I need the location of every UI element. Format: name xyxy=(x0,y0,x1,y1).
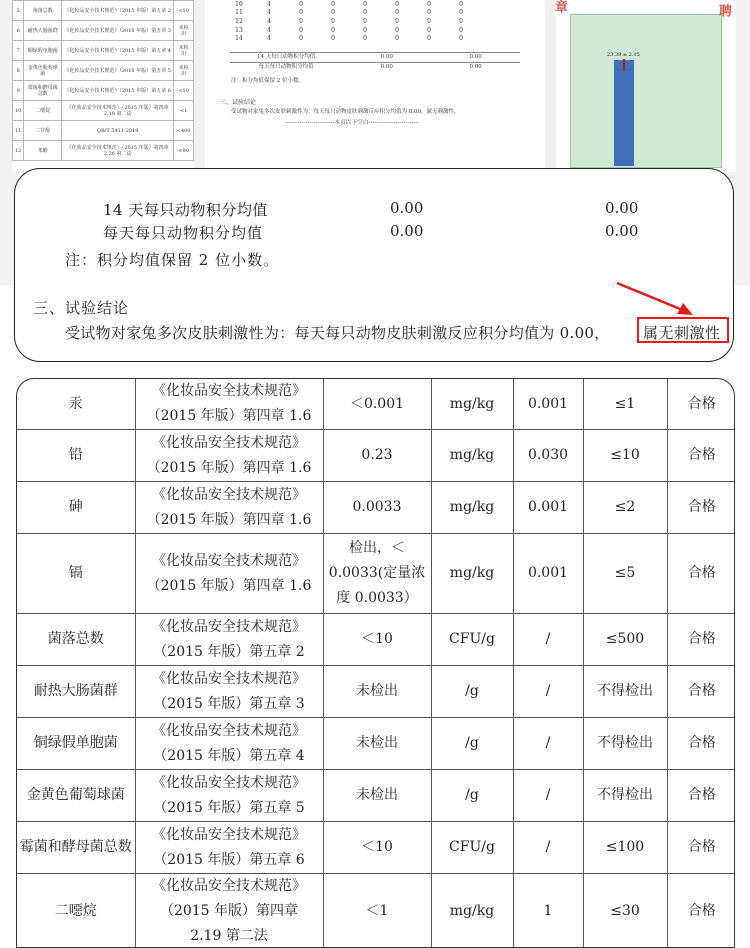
result-cell-method xyxy=(135,482,323,534)
result-row xyxy=(17,666,735,718)
result-cell-method xyxy=(135,874,323,948)
result-cell-method xyxy=(135,718,323,770)
result-row xyxy=(17,482,735,534)
result-method-line: 《化妆品安全技术规范》 xyxy=(138,483,321,508)
score-note: 注：积分均值保留 2 位小数。 xyxy=(65,249,279,270)
result-method-line: （2015 年版）第五章 5 xyxy=(138,796,321,821)
scan-day-row xyxy=(225,34,525,43)
result-method-line: 《化妆品安全技术规范》 xyxy=(138,667,321,692)
result-cell-method xyxy=(135,534,323,614)
result-method-line: 《化妆品安全技术规范》 xyxy=(138,379,321,404)
result-cell-item: 霉菌和酵母菌总数 xyxy=(17,822,135,874)
scan-cell-item: 二噁烷 xyxy=(24,101,62,121)
result-cell-item: 耐热大肠菌群 xyxy=(17,666,135,718)
result-cell-result xyxy=(323,822,431,874)
scan-cell-no: 11 xyxy=(13,121,24,141)
result-method-line: 《化妆品安全技术规范》 xyxy=(138,874,321,899)
conclusion-text: 受试物对家兔多次皮肤刺激性为：每天每只动物皮肤刺激反应积分均值为 0.00， xyxy=(65,322,610,343)
scan-cell-no: 12 xyxy=(13,141,24,161)
scan-day-cell: 0 xyxy=(317,18,349,25)
result-cell-unit: mg/kg xyxy=(431,874,513,948)
result-result-line: 0.23 xyxy=(326,443,429,468)
scan-cell-limit: <10 xyxy=(174,81,194,101)
scan-day-cell: 0 xyxy=(317,35,349,42)
scan-table-row xyxy=(13,41,194,61)
scan-table-row xyxy=(13,141,194,161)
result-method-line: 《化妆品安全技术规范》 xyxy=(138,431,321,456)
scan-note: 注：积分均值保留 2 位小数。 xyxy=(231,76,304,84)
scan-conclusion-text: 受试物对家兔多次皮肤刺激性为：每天每只动物皮肤刺激反应积分均值为 0.00，属无刺激性。 xyxy=(231,107,460,115)
result-result-line: ＜10 xyxy=(326,627,429,652)
result-cell-verdict: 合格 xyxy=(667,718,735,770)
result-cell-method xyxy=(135,770,323,822)
scan-summary-v2: 0.00 xyxy=(431,53,520,62)
scan-day-row xyxy=(225,9,525,18)
scan-day-cell: 4 xyxy=(253,18,285,25)
result-cell-unit: mg/kg xyxy=(431,430,513,482)
red-arrow-icon xyxy=(615,281,705,321)
scan-day-cell: 0 xyxy=(381,18,413,25)
scan-day-cell: 0 xyxy=(349,27,381,34)
result-cell-verdict: 合格 xyxy=(667,534,735,614)
test-results-table-panel xyxy=(16,378,735,948)
scan-cell-item: 金黄色葡萄球菌 xyxy=(24,61,62,81)
scan-day-cell: 0 xyxy=(445,9,477,16)
zoomed-conclusion-callout xyxy=(14,168,734,362)
scan-cell-item: 二甘醇 xyxy=(24,121,62,141)
result-cell-detect: 0.001 xyxy=(513,379,583,430)
scan-cell-method: 《化妆品安全技术规范》（2015 年版）第五章 5 xyxy=(62,61,174,81)
result-row xyxy=(17,718,735,770)
result-row xyxy=(17,379,735,430)
result-cell-verdict: 合格 xyxy=(667,666,735,718)
scan-summary-v2: 0.00 xyxy=(431,63,520,72)
scan-day-cell: 0 xyxy=(349,9,381,16)
chart-bar xyxy=(614,60,634,166)
scan-cell-item: 耐热大肠菌群 xyxy=(24,21,62,41)
scan-score-summary xyxy=(230,52,520,71)
scan-day-row xyxy=(225,26,525,35)
red-seal-stamp: 章 xyxy=(550,0,569,13)
scan-day-cell: 0 xyxy=(413,18,445,25)
result-result-line: ＜0.001 xyxy=(326,392,429,417)
result-cell-detect: 0.001 xyxy=(513,534,583,614)
scan-cell-item: 菌落总数 xyxy=(24,1,62,21)
result-cell-verdict: 合格 xyxy=(667,770,735,822)
score-daily-value-2: 0.00 xyxy=(605,222,638,240)
result-method-line: （2015 年版）第四章 xyxy=(138,899,321,924)
scan-day-cell: 13 xyxy=(225,27,253,34)
scan-cell-method: 《化妆品安全技术规范》（2015 年版）第五章 2 xyxy=(62,1,174,21)
result-cell-limit: ≤500 xyxy=(583,614,667,666)
scan-summary-row xyxy=(230,62,520,72)
result-cell-item: 镉 xyxy=(17,534,135,614)
scan-conclusion-heading: 三、试验结论 xyxy=(220,97,256,106)
result-cell-unit: mg/kg xyxy=(431,534,513,614)
result-result-line: ＜1 xyxy=(326,899,429,924)
result-cell-method xyxy=(135,666,323,718)
scan-summary-v1: 0.00 xyxy=(342,63,431,72)
scan-cell-no: 9 xyxy=(13,81,24,101)
result-cell-result xyxy=(323,718,431,770)
scan-table-row xyxy=(13,121,194,141)
scan-table-row xyxy=(13,61,194,81)
test-results-table xyxy=(17,379,735,948)
scan-day-cell: 0 xyxy=(413,9,445,16)
scan-cell-method: 《化妆品安全技术规范》（2015 年版）第四章 2.26 第二法 xyxy=(62,141,174,161)
scan-day-cell: 0 xyxy=(445,27,477,34)
result-cell-verdict: 合格 xyxy=(667,874,735,948)
score-daily-value-1: 0.00 xyxy=(390,222,423,240)
scan-cell-limit: <1 xyxy=(174,101,194,121)
result-cell-limit: ≤10 xyxy=(583,430,667,482)
scan-cell-no: 5 xyxy=(13,1,24,21)
result-result-line: ＜10 xyxy=(326,835,429,860)
result-method-line: （2015 年版）第五章 2 xyxy=(138,640,321,665)
score-14day-value-2: 0.00 xyxy=(605,199,638,217)
result-cell-limit: 不得检出 xyxy=(583,770,667,822)
scan-day-cell: 0 xyxy=(285,1,317,8)
result-cell-limit: ≤5 xyxy=(583,534,667,614)
result-cell-item: 二噁烷 xyxy=(17,874,135,948)
red-seal-stamp-right: 聘 xyxy=(714,4,733,17)
scan-day-cell: 0 xyxy=(317,27,349,34)
result-cell-detect: / xyxy=(513,614,583,666)
result-cell-limit: ≤30 xyxy=(583,874,667,948)
result-cell-verdict: 合格 xyxy=(667,614,735,666)
result-cell-unit: mg/kg xyxy=(431,482,513,534)
scan-day-cell: 4 xyxy=(253,9,285,16)
scan-day-row xyxy=(225,17,525,26)
result-cell-unit: CFU/g xyxy=(431,822,513,874)
scan-cell-item: 苯酚 xyxy=(24,141,62,161)
scan-summary-row xyxy=(230,52,520,62)
result-cell-limit: ≤100 xyxy=(583,822,667,874)
scan-day-cell: 4 xyxy=(253,27,285,34)
score-daily-label: 每天每只动物积分均值 xyxy=(103,222,263,243)
scan-cell-limit: 未检出 xyxy=(174,61,194,81)
scan-day-cell: 0 xyxy=(381,27,413,34)
scan-day-cell: 0 xyxy=(349,1,381,8)
scan-cell-no: 8 xyxy=(13,61,24,81)
result-cell-item: 金黄色葡萄球菌 xyxy=(17,770,135,822)
scan-cell-item: 霉菌和酵母菌总数 xyxy=(24,81,62,101)
scan-chart-page xyxy=(556,0,736,172)
result-result-line: 0.0033(定量浓 xyxy=(326,561,429,586)
scan-table-row xyxy=(13,101,194,121)
scan-day-cell: 4 xyxy=(253,1,285,8)
result-cell-unit: /g xyxy=(431,770,513,822)
result-cell-result xyxy=(323,534,431,614)
result-method-line: （2015 年版）第四章 1.6 xyxy=(138,574,321,599)
result-cell-limit: 不得检出 xyxy=(583,666,667,718)
scan-cell-no: 6 xyxy=(13,21,24,41)
result-row xyxy=(17,770,735,822)
scan-day-cell: 0 xyxy=(349,18,381,25)
result-cell-method xyxy=(135,614,323,666)
result-method-line: 《化妆品安全技术规范》 xyxy=(138,615,321,640)
result-cell-limit: ≤1 xyxy=(583,379,667,430)
scan-cell-method: 《化妆品安全技术规范》（2015 年版）第五章 3 xyxy=(62,21,174,41)
scan-cell-limit: <400 xyxy=(174,121,194,141)
result-cell-item: 铜绿假单胞菌 xyxy=(17,718,135,770)
result-method-line: （2015 年版）第五章 3 xyxy=(138,692,321,717)
result-cell-unit: /g xyxy=(431,666,513,718)
scan-day-cell: 0 xyxy=(381,1,413,8)
result-cell-method xyxy=(135,379,323,430)
scan-cell-no: 10 xyxy=(13,101,24,121)
scan-cell-limit: <10 xyxy=(174,1,194,21)
result-row xyxy=(17,430,735,482)
scan-table-row xyxy=(13,81,194,101)
result-cell-detect: 0.001 xyxy=(513,482,583,534)
scan-day-cell: 0 xyxy=(317,1,349,8)
scan-cell-limit: 未检出 xyxy=(174,41,194,61)
scan-test-items-table xyxy=(12,0,194,161)
result-method-line: 《化妆品安全技术规范》 xyxy=(138,823,321,848)
result-cell-verdict: 合格 xyxy=(667,379,735,430)
scan-summary-v1: 0.00 xyxy=(342,53,431,62)
scan-table-row xyxy=(13,21,194,41)
chart-plot-area xyxy=(570,14,722,168)
result-cell-result xyxy=(323,379,431,430)
result-cell-detect: 0.030 xyxy=(513,430,583,482)
scan-day-cell: 0 xyxy=(317,9,349,16)
scan-cell-method: 《化妆品安全技术规范》（2015 年版）第五章 4 xyxy=(62,41,174,61)
result-cell-limit: ≤2 xyxy=(583,482,667,534)
scan-day-score-rows xyxy=(225,0,525,43)
scan-cell-limit: <90 xyxy=(174,141,194,161)
scan-day-cell: 0 xyxy=(445,1,477,8)
result-cell-detect: / xyxy=(513,718,583,770)
scan-end-marker: ------------------------本页以下空白------------------------ xyxy=(285,118,418,126)
result-method-line: （2015 年版）第四章 1.6 xyxy=(138,404,321,429)
scan-day-cell: 0 xyxy=(445,18,477,25)
result-cell-detect: / xyxy=(513,666,583,718)
result-cell-result xyxy=(323,874,431,948)
result-method-line: （2015 年版）第四章 1.6 xyxy=(138,456,321,481)
scan-day-cell: 0 xyxy=(413,27,445,34)
scan-cell-method: 《化妆品安全技术规范》（2015 年版）第五章 6 xyxy=(62,81,174,101)
result-row xyxy=(17,534,735,614)
result-result-line: 未检出 xyxy=(326,679,429,704)
result-cell-verdict: 合格 xyxy=(667,482,735,534)
result-method-line: （2015 年版）第五章 6 xyxy=(138,848,321,873)
scan-day-cell: 0 xyxy=(285,18,317,25)
result-cell-method xyxy=(135,430,323,482)
scan-cell-method: QB/T 5411-2019 xyxy=(62,121,174,141)
result-cell-result xyxy=(323,430,431,482)
result-cell-result xyxy=(323,482,431,534)
result-cell-result xyxy=(323,770,431,822)
result-cell-result xyxy=(323,614,431,666)
scan-test-items-page xyxy=(12,0,194,172)
scan-day-row xyxy=(225,0,525,9)
result-cell-detect: / xyxy=(513,770,583,822)
scan-day-cell: 0 xyxy=(285,27,317,34)
score-14day-value-1: 0.00 xyxy=(390,199,423,217)
scan-cell-item: 铜绿假单胞菌 xyxy=(24,41,62,61)
scan-summary-label: 每天每只动物积分均值 xyxy=(230,63,342,72)
scan-summary-label: 14 天每只动物积分均值 xyxy=(230,53,342,62)
result-row xyxy=(17,874,735,948)
scan-irritation-page xyxy=(205,0,545,172)
result-cell-item: 汞 xyxy=(17,379,135,430)
result-cell-result xyxy=(323,666,431,718)
result-method-line: 《化妆品安全技术规范》 xyxy=(138,719,321,744)
result-cell-item: 菌落总数 xyxy=(17,614,135,666)
result-cell-unit: CFU/g xyxy=(431,614,513,666)
scan-day-cell: 0 xyxy=(285,9,317,16)
scan-day-cell: 11 xyxy=(225,9,253,16)
result-cell-method xyxy=(135,822,323,874)
scan-day-cell: 14 xyxy=(225,35,253,42)
scan-day-cell: 10 xyxy=(225,1,253,8)
result-cell-verdict: 合格 xyxy=(667,822,735,874)
result-method-line: 《化妆品安全技术规范》 xyxy=(138,549,321,574)
scan-day-cell: 0 xyxy=(381,35,413,42)
result-cell-unit: /g xyxy=(431,718,513,770)
scan-day-cell: 0 xyxy=(413,35,445,42)
result-method-line: （2015 年版）第四章 1.6 xyxy=(138,508,321,533)
result-cell-item: 铅 xyxy=(17,430,135,482)
result-result-line: 未检出 xyxy=(326,783,429,808)
result-row xyxy=(17,614,735,666)
result-cell-verdict: 合格 xyxy=(667,430,735,482)
scan-table-row xyxy=(13,1,194,21)
result-result-line: 度 0.0033） xyxy=(326,586,429,611)
scan-day-cell: 0 xyxy=(445,35,477,42)
result-row xyxy=(17,822,735,874)
scan-day-cell: 12 xyxy=(225,18,253,25)
result-method-line: 2.19 第二法 xyxy=(138,924,321,948)
chart-bar-label: 23.39 ± 2.15 xyxy=(607,52,640,58)
result-result-line: 0.0033 xyxy=(326,495,429,520)
scan-day-cell: 0 xyxy=(381,9,413,16)
scan-day-cell: 0 xyxy=(349,35,381,42)
scan-day-cell: 0 xyxy=(413,1,445,8)
result-result-line: 检出，＜ xyxy=(326,536,429,561)
result-cell-detect: 1 xyxy=(513,874,583,948)
conclusion-heading: 三、试验结论 xyxy=(33,297,129,318)
chart-error-bar xyxy=(623,59,625,71)
scan-cell-limit: 未检出 xyxy=(174,21,194,41)
result-method-line: 《化妆品安全技术规范》 xyxy=(138,771,321,796)
score-14day-label: 14 天每只动物积分均值 xyxy=(103,199,268,220)
scan-cell-no: 7 xyxy=(13,41,24,61)
result-result-line: 未检出 xyxy=(326,731,429,756)
result-cell-item: 砷 xyxy=(17,482,135,534)
result-method-line: （2015 年版）第五章 4 xyxy=(138,744,321,769)
scan-cell-method: 《化妆品安全技术规范》（2015 年版）第四章 2.19 第二法 xyxy=(62,101,174,121)
result-cell-limit: 不得检出 xyxy=(583,718,667,770)
result-cell-detect: / xyxy=(513,822,583,874)
scan-day-cell: 0 xyxy=(285,35,317,42)
scan-day-cell: 4 xyxy=(253,35,285,42)
highlighted-verdict: 属无刺激性 xyxy=(643,322,721,343)
result-cell-unit: mg/kg xyxy=(431,379,513,430)
